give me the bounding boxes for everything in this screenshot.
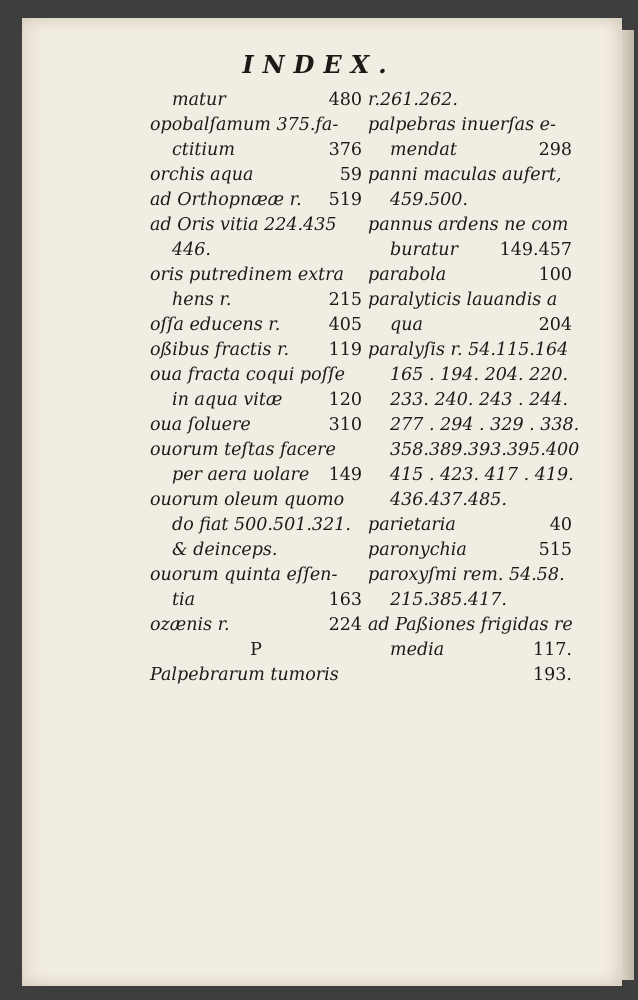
index-entry-page: 119 [328,340,362,360]
index-entry-term: parietaria [368,515,456,535]
index-entry [368,588,572,613]
index-entry [150,88,362,113]
index-entry-term: media [390,640,445,660]
index-entry-term: ozænis r. [150,615,230,635]
index-entry [150,488,362,513]
index-entry-term: orchis aqua [150,165,254,185]
index-entry-page: 163 [328,590,362,610]
index-entry [150,288,362,313]
index-entry-page: 59 [339,165,362,185]
index-entry-page: 480 [328,90,362,110]
index-entry-page: 117. [533,640,572,660]
index-entry [368,613,572,638]
index-entry [150,563,362,588]
page-edge [622,30,634,980]
index-entry-term: hens r. [172,290,232,310]
index-entry-page: 193. [533,665,572,685]
index-entry [150,663,362,688]
index-entry [368,113,572,138]
index-entry-term: 358.389.393.395.400 [390,440,580,460]
index-entry-page: 100 [538,265,572,285]
page-title: INDEX. [242,50,396,79]
index-entry-term: parabola [368,265,447,285]
index-entry [368,88,572,113]
index-entry-term: ad Paßiones frigidas re [368,615,573,635]
index-entry-term: paralyticis lauandis a [368,290,558,310]
index-entry-term: 215.385.417. [390,590,507,610]
index-entry-term: r.261.262. [368,90,458,110]
index-entry-term: mendat [390,140,457,160]
index-entry [150,413,362,438]
index-entry-term: oris putredinem extra [150,265,344,285]
index-entry-page: 298 [538,140,572,160]
index-entry [368,313,572,338]
index-entry [368,438,580,463]
index-entry-term: ouorum quinta eſſen- [150,565,338,585]
index-entry-term: ouorum oleum quomo [150,490,345,510]
index-entry-page: 120 [328,390,362,410]
index-entry-term: do fiat 500.501.321. [172,515,351,535]
index-entry [368,163,572,188]
index-entry [368,663,572,688]
index-entry [368,238,572,263]
index-entry-page: 149 [328,465,362,485]
index-entry [368,638,572,663]
index-entry-term: 233. 240. 243 . 244. [390,390,569,410]
index-entry-term: ad Oris vitia 224.435 [150,215,337,235]
index-column-left [150,88,362,688]
index-entry [368,463,572,488]
index-entry-page: 40 [549,515,572,535]
index-entry [150,438,362,463]
index-entry [368,263,572,288]
index-entry-term: panni maculas aufert, [368,165,562,185]
index-entry [368,338,572,363]
index-entry [150,313,362,338]
index-entry [368,288,572,313]
index-entry [150,363,362,388]
index-entry [368,388,572,413]
index-entry-term: 165 . 194. 204. 220. [390,365,569,385]
index-entry [150,213,362,238]
index-entry-term: oua ſoluere [150,415,251,435]
index-entry-term: pannus ardens ne com [368,215,569,235]
index-section-letter: P [250,640,262,660]
index-entry-term: in aqua vitæ [172,390,283,410]
index-entry-page: 376 [328,140,362,160]
index-entry [150,463,362,488]
index-entry-term: buratur [390,240,458,260]
index-entry-term: ouorum teſtas facere [150,440,336,460]
index-entry [368,213,572,238]
index-entry-term: opobalſamum 375.fa- [150,115,339,135]
index-entry-term: ad Orthopnææ r. [150,190,302,210]
index-entry-term: 446. [172,240,211,260]
index-entry [368,563,572,588]
index-entry-term: per aera uolare [172,465,310,485]
index-entry-page: 310 [328,415,362,435]
index-entry-term: oua fracta coqui poſſe [150,365,345,385]
index-entry [368,138,572,163]
index-entry-page: 224 [328,615,362,635]
index-entry-term: 415 . 423. 417 . 419. [390,465,574,485]
index-entry [368,363,572,388]
index-entry [368,538,572,563]
index-entry-term: 459.500. [390,190,468,210]
index-entry [150,588,362,613]
index-entry-term: 277 . 294 . 329 . 338. [390,415,580,435]
index-entry [150,238,362,263]
index-entry-term: ctitium [172,140,235,160]
index-entry [150,263,362,288]
index-entry-term: Palpebrarum tumoris [150,665,339,685]
index-entry-term: tia [172,590,196,610]
index-column-right [368,88,580,688]
index-entry [150,138,362,163]
index-entry [150,388,362,413]
index-entry-term: paroxyſmi rem. 54.58. [368,565,565,585]
index-entry-term: paronychia [368,540,467,560]
index-entry [150,538,362,563]
index-entry [368,513,572,538]
index-entry [150,638,362,663]
index-entry-page: 519 [328,190,362,210]
index-entry-term: oſſa educens r. [150,315,281,335]
index-entry [150,188,362,213]
index-entry [150,113,362,138]
index-entry [150,338,362,363]
index-entry-term: oßibus fractis r. [150,340,290,360]
index-entry [150,513,362,538]
index-entry-page: 515 [538,540,572,560]
index-entry-term: qua [390,315,423,335]
index-entry [368,188,572,213]
index-entry-term: palpebras inuerſas e- [368,115,556,135]
index-entry-page: 405 [328,315,362,335]
index-entry-term: matur [172,90,226,110]
index-entry-term: paralyſis r. 54.115.164 [368,340,569,360]
index-entry-page: 215 [328,290,362,310]
index-entry [368,488,572,513]
index-entry [150,163,362,188]
index-entry-page: 149.457 [499,240,572,260]
index-entry [150,613,362,638]
index-entry-page: 204 [538,315,572,335]
index-entry-term: & deinceps. [172,540,278,560]
index-entry-term: 436.437.485. [390,490,507,510]
index-entry [368,413,580,438]
